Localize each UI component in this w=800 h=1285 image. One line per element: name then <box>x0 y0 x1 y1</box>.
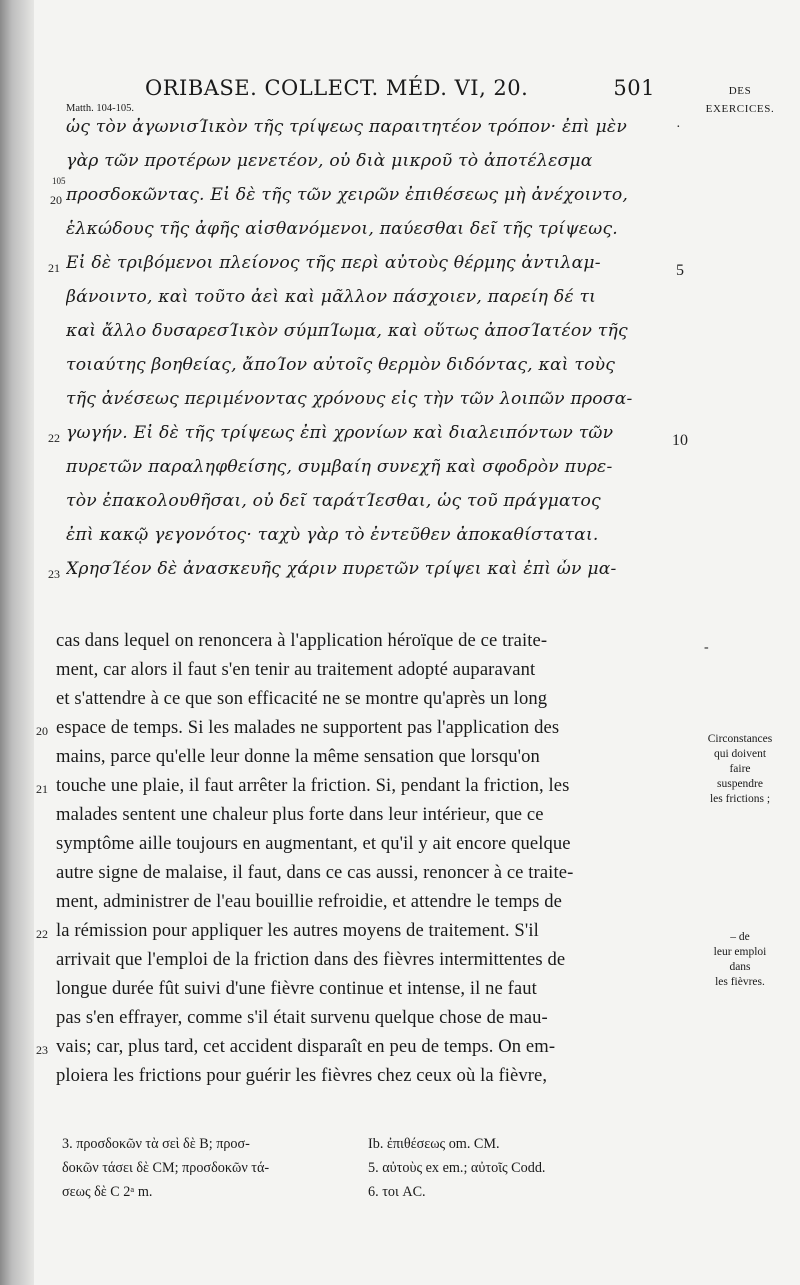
page-header <box>145 76 655 106</box>
translation-section-number: 23 <box>36 1043 48 1057</box>
translation-line: malades sentent une chaleur plus forte dans leur intérieur, que ce <box>56 804 544 825</box>
greek-line: καὶ ἄλλο δυσαρεσΊικὸν σύμπΊωμα, καὶ οὕτως ἀποσΊατέον τῆς <box>66 321 628 341</box>
footnote-line: δοκῶν τάσει δὲ CM; προσδοκῶν τά- <box>62 1160 270 1176</box>
side-note-line: leur emploi <box>713 946 767 958</box>
side-note-line: Circonstances <box>707 733 773 745</box>
margin-heading-line-1: DES <box>728 85 752 97</box>
footnotes-left <box>62 1132 269 1204</box>
greek-line: Εἰ δὲ τριβόμενοι πλείονος τῆς περὶ αὐτοὺς θέρμης ἀντιλαμ- <box>66 253 601 273</box>
translation-line: arrivait que l'emploi de la friction dans des fièvres intermittentes de <box>56 949 566 970</box>
greek-line: τὸν ἐπακολουθῆσαι, οὐ δεῖ ταράτΊεσθαι, ὡς τοῦ πράγματος <box>66 491 601 511</box>
greek-line: ἑλκώδους τῆς ἀφῆς αἰσθανόμενοι, παύεσθαι δεῖ τῆς τρίψεως. <box>66 219 618 239</box>
running-title: ORIBASE. COLLECT. MÉD. VI, 20. <box>145 76 529 100</box>
matthaei-page-marker: 105 <box>52 176 66 186</box>
side-note-line: faire <box>729 763 751 775</box>
translation-line: et s'attendre à ce que son efficacité ne se montre qu'après un long <box>56 688 548 709</box>
greek-line: προσδοκῶντας. Εἰ δὲ τῆς τῶν χειρῶν ἐπιθέσεως μὴ ἀνέχοιντο, <box>66 185 629 205</box>
side-note-fevers <box>680 930 800 990</box>
translation-section-number: 20 <box>36 724 48 738</box>
translation-line: espace de temps. Si les malades ne supportent pas l'application des <box>56 717 560 738</box>
side-note-line: les frictions ; <box>709 793 771 805</box>
margin-heading-line-2: EXERCICES. <box>705 103 775 115</box>
footnote-line: 6. τοι AC. <box>368 1184 426 1200</box>
margin-mark: · <box>676 120 681 135</box>
page-number: 501 <box>613 76 655 100</box>
greek-line: τοιαύτης βοηθείας, ἄποΊον αὐτοῖς θερμὸν διδόντας, καὶ τοὺς <box>66 355 616 375</box>
greek-section-number: 20 <box>50 193 62 207</box>
footnote-line: 3. προσδοκῶν τὰ σεὶ δὲ B; προσ- <box>62 1136 250 1152</box>
greek-line: πυρετῶν παραληφθείσης, συμβαίη συνεχῆ καὶ σφοδρὸν πυρε- <box>66 457 613 477</box>
footnote-line: Ib. ἐπιθέσεως om. CM. <box>368 1136 500 1152</box>
translation-line: touche une plaie, il faut arrêter la friction. Si, pendant la friction, les <box>56 775 570 796</box>
footnotes-right <box>368 1132 545 1204</box>
greek-line-number: 5 <box>676 262 684 279</box>
translation-line: ment, car alors il faut s'en tenir au traitement adopté auparavant <box>56 659 536 680</box>
side-note-line: dans <box>729 961 751 973</box>
greek-line-number: 10 <box>672 432 688 449</box>
translation-line: autre signe de malaise, il faut, dans ce cas aussi, renoncer à ce traite- <box>56 862 574 883</box>
side-note-line: qui doivent <box>713 748 767 760</box>
greek-line: γὰρ τῶν προτέρων μενετέον, οὐ διὰ μικροῦ τὸ ἀποτέλεσμα <box>66 151 593 171</box>
greek-line: βάνοιντο, καὶ τοῦτο ἀεὶ καὶ μᾶλλον πάσχοιεν, παρείη δέ τι <box>66 287 597 307</box>
side-note-line: les fièvres. <box>715 976 765 988</box>
translation-line: pas s'en effrayer, comme s'il était survenu quelque chose de mau- <box>56 1007 548 1028</box>
translation-section-number: 21 <box>36 782 48 796</box>
margin-mark: - <box>704 640 709 655</box>
greek-line: τῆς ἀνέσεως περιμένοντας χρόνους εἰς τὴν τῶν λοιπῶν προσα- <box>66 389 633 409</box>
greek-line: ΧρησΊέον δὲ ἀνασκευῆς χάριν πυρετῶν τρίψει καὶ ἐπὶ ὧν μα- <box>66 559 617 579</box>
translation-line: cas dans lequel on renoncera à l'application héroïque de ce traite- <box>56 630 548 651</box>
binding-gutter <box>0 0 34 1285</box>
greek-line: ὡς τὸν ἀγωνισΊικὸν τῆς τρίψεως παραιτητέον τρόπον· ἐπὶ μὲν <box>66 117 627 137</box>
matthaei-reference: Matth. 104-105. <box>66 103 134 114</box>
translation-line: vais; car, plus tard, cet accident disparaît en peu de temps. On em- <box>56 1036 556 1057</box>
greek-section-number: 21 <box>48 261 60 275</box>
side-note-circumstances <box>680 732 800 807</box>
greek-section-number: 23 <box>48 567 60 581</box>
side-note-line: suspendre <box>717 778 763 790</box>
translation-line: ploiera les frictions pour guérir les fièvres chez ceux où la fièvre, <box>56 1065 548 1086</box>
footnote-line: 5. αὐτοὺς ex em.; αὐτοῖς Codd. <box>368 1160 546 1176</box>
translation-line: symptôme aille toujours en augmentant, et qu'il y ait encore quelque <box>56 833 571 854</box>
translation-line: mains, parce qu'elle leur donne la même sensation que lorsqu'on <box>56 746 540 767</box>
translation-line: ment, administrer de l'eau bouillie refroidie, et attendre le temps de <box>56 891 562 912</box>
translation-section-number: 22 <box>36 927 48 941</box>
footnote-line: σεως δὲ C 2ᵃ m. <box>62 1184 153 1200</box>
greek-line: ἐπὶ κακῷ γεγονότος· ταχὺ γὰρ τὸ ἐντεῦθεν ἀποκαθίσταται. <box>66 525 599 545</box>
side-note-line: – de <box>730 931 750 943</box>
margin-heading <box>690 82 790 118</box>
greek-section-number: 22 <box>48 431 60 445</box>
translation-line: la rémission pour appliquer les autres moyens de traitement. S'il <box>56 920 539 941</box>
translation-line: longue durée fût suivi d'une fièvre continue et intense, il ne faut <box>56 978 537 999</box>
greek-line: γωγήν. Εἰ δὲ τῆς τρίψεως ἐπὶ χρονίων καὶ διαλειπόντων τῶν <box>66 423 614 443</box>
